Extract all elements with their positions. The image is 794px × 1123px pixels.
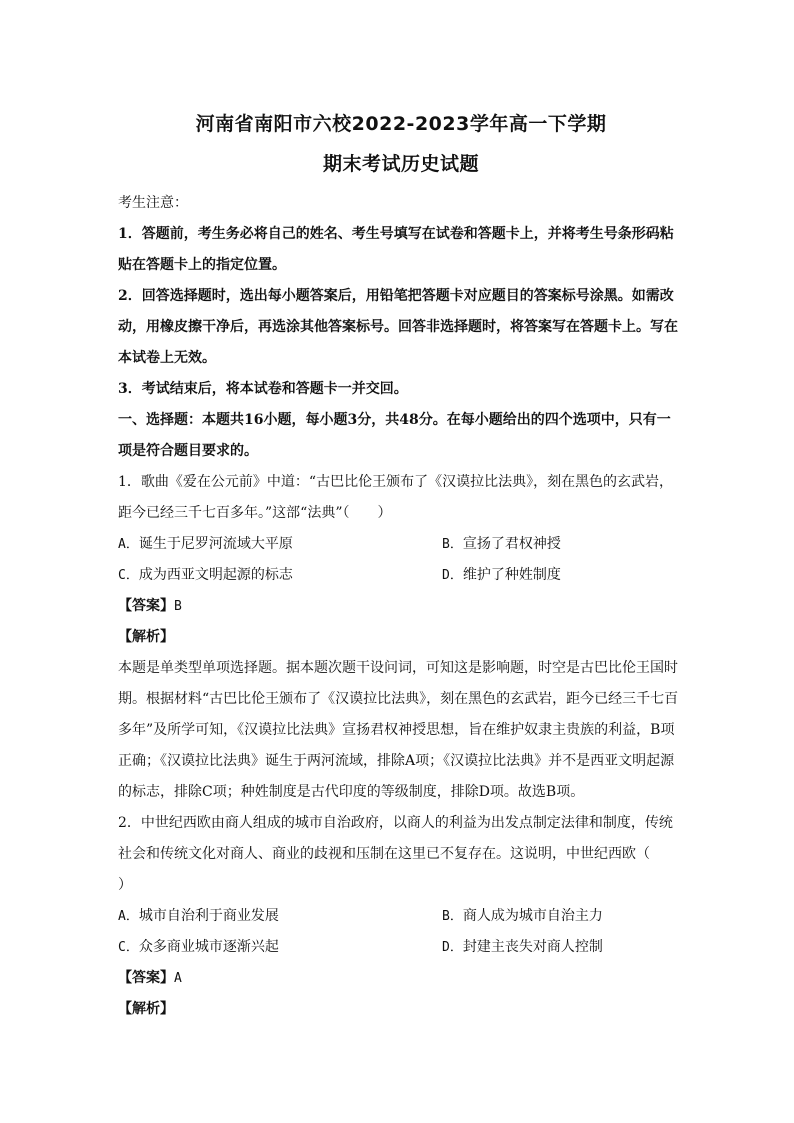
option-a [118, 529, 442, 560]
question-stem: 2．中世纪西欧由商人组成的城市自治政府，以商人的利益为出发点制定法律和制度，传统社会和传统文化对商人、商业的歧视和压制在这里已不复存在。这说明，中世纪西欧（ ） [118, 815, 678, 893]
title-line-1: 河南省南阳市六校2022-2023学年高一下学期 [195, 113, 607, 135]
analysis-label: 【解析】 [118, 1001, 174, 1017]
document-title [118, 104, 684, 184]
option-a [118, 901, 442, 932]
analysis-text: 本题是单类型单项选择题。据本题次题干设问词，可知这是影响题，时空是古巴比伦王国时期。根据材料“古巴比伦王颁布了《汉谟拉比法典》，刻在黑色的玄武岩，距今已经三千七百多年”及所学可知，《汉谟拉比法典》宣扬君权神授思想，旨在维护奴隶主贵族的利益，B项正确；《汉谟拉比法典》诞生于两河流域，排除A项；《汉谟拉比法典》并不是西亚文明起源的标志，排除C项；种姓制度是古代印度的等级制度，排除D项。故选B项。 [118, 660, 679, 800]
option-letter: B． [442, 909, 463, 924]
answer-value: B [174, 599, 182, 614]
option-letter: C． [118, 568, 139, 583]
question-2 [118, 808, 684, 1025]
document-page [118, 104, 684, 1025]
option-text: 维护了种姓制度 [462, 567, 561, 583]
option-list [118, 901, 684, 963]
option-list [118, 529, 684, 591]
option-b [442, 529, 684, 560]
option-letter: B． [442, 537, 463, 552]
option-c [118, 932, 442, 963]
answer-value: A [174, 971, 182, 986]
answer-label: 【答案】 [118, 598, 174, 614]
option-letter: A． [118, 537, 139, 552]
option-text: 城市自治利于商业发展 [138, 908, 279, 924]
option-text: 成为西亚文明起源的标志 [138, 567, 293, 583]
option-letter: A． [118, 909, 139, 924]
answer-line [118, 591, 684, 622]
option-text: 商人成为城市自治主力 [462, 908, 603, 924]
answer-line [118, 963, 684, 994]
notice-item-3: 3．考试结束后，将本试卷和答题卡一并交回。 [118, 381, 408, 397]
option-letter: D． [442, 568, 463, 583]
section-heading: 一、选择题：本题共16小题，每小题3分，共48分。在每小题给出的四个选项中，只有一项是符合题目要求的。 [118, 412, 671, 459]
notice-item-2: 2．回答选择题时，选出每小题答案后，用铅笔把答题卡对应题目的答案标号涂黑。如需改动，用橡皮擦干净后，再选涂其他答案标号。回答非选择题时，将答案写在答题卡上。写在本试卷上无效。 [118, 288, 678, 366]
option-letter: C． [118, 940, 139, 955]
option-text: 封建主丧失对商人控制 [462, 939, 603, 955]
analysis-label: 【解析】 [118, 629, 174, 645]
notice-heading: 考生注意： [118, 195, 188, 211]
option-d [442, 560, 684, 591]
option-d [442, 932, 684, 963]
notice-item-1: 1．答题前，考生务必将自己的姓名、考生号填写在试卷和答题卡上，并将考生号条形码粘贴在答题卡上的指定位置。 [118, 226, 674, 273]
option-text: 众多商业城市逐渐兴起 [138, 939, 279, 955]
question-1 [118, 467, 684, 808]
question-stem: 1．歌曲《爱在公元前》中道：“古巴比伦王颁布了《汉谟拉比法典》，刻在黑色的玄武岩，距今已经三千七百多年。”这部“法典”（ ） [118, 474, 674, 521]
option-text: 宣扬了君权神授 [462, 536, 561, 552]
answer-label: 【答案】 [118, 970, 174, 986]
option-c [118, 560, 442, 591]
option-b [442, 901, 684, 932]
notice-block [118, 188, 684, 405]
option-letter: D． [442, 940, 463, 955]
option-text: 诞生于尼罗河流域大平原 [138, 536, 293, 552]
title-line-2: 期末考试历史试题 [322, 153, 479, 175]
